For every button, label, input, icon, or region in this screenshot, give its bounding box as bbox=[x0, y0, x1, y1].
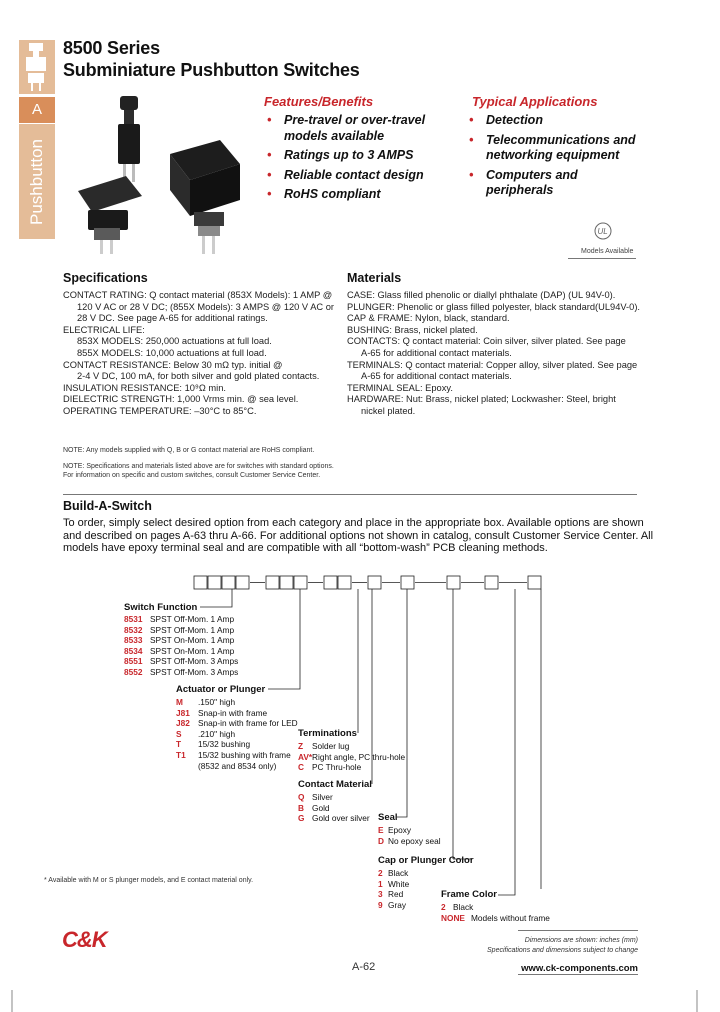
material-line: HARDWARE: Nut: Brass, nickel plated; Lockwasher: Steel, bright bbox=[347, 394, 616, 405]
cap-color-option[interactable]: 3 Red bbox=[378, 889, 404, 900]
material-line: A-65 for additional contact materials. bbox=[361, 347, 512, 358]
switch-function-option[interactable]: 8532 SPST Off-Mom. 1 Amp bbox=[124, 624, 235, 635]
cap-color-option[interactable]: 9 Gray bbox=[378, 899, 406, 910]
switch-function-option[interactable]: 8531 SPST Off-Mom. 1 Amp bbox=[124, 614, 235, 624]
material-line: nickel plated. bbox=[361, 405, 416, 416]
actuator-option[interactable]: M .150" high bbox=[176, 697, 236, 707]
page-title: 8500 Series bbox=[63, 38, 160, 58]
frame-color-option[interactable]: NONE Models without frame bbox=[441, 912, 550, 923]
terminations-option[interactable]: C PC Thru-hole bbox=[298, 762, 362, 773]
svg-text:UL: UL bbox=[597, 227, 608, 236]
spec-note-rohs: NOTE: Any models supplied with Q, B or G contact material are RoHS compliant. bbox=[63, 447, 315, 454]
spec-note-standard-a: NOTE: Specifications and materials listed above are for switches with standard options. bbox=[63, 463, 334, 470]
tab-vertical-text: Pushbutton bbox=[27, 138, 46, 225]
material-line: PLUNGER: Phenolic or glass filled polyester, black standard(UL94V-0). bbox=[347, 301, 640, 312]
cap-color-option[interactable]: 1 White bbox=[378, 878, 410, 889]
spec-line: ELECTRICAL LIFE: bbox=[63, 324, 145, 335]
materials-heading: Materials bbox=[347, 271, 402, 285]
cap-color-option[interactable]: 2 Black bbox=[378, 868, 409, 878]
tab-letter[interactable]: A bbox=[19, 97, 55, 123]
material-line: TERMINAL SEAL: Epoxy. bbox=[347, 382, 453, 393]
spec-line: 855X MODELS: 10,000 actuations at full load. bbox=[77, 347, 267, 358]
actuator-option-note: (8532 and 8534 only) bbox=[198, 760, 277, 771]
spec-note-standard-b: For information on specific and custom switches, consult Customer Service Center. bbox=[63, 472, 321, 479]
frame-color-label: Frame Color bbox=[441, 889, 497, 900]
terminations-option[interactable]: AV*Right angle, PC thru-hole bbox=[298, 751, 406, 762]
cap-color-label: Cap or Plunger Color bbox=[378, 855, 474, 866]
seal-label: Seal bbox=[378, 812, 398, 823]
actuator-option[interactable]: J81 Snap-in with frame bbox=[176, 707, 268, 718]
feature-item: • RoHS compliant bbox=[264, 187, 464, 203]
switch-function-label: Switch Function bbox=[124, 602, 198, 613]
material-line: CONTACTS: Q contact material: Coin silver, silver plated. See page bbox=[347, 336, 626, 347]
application-item: • Computers and peripherals bbox=[466, 168, 646, 199]
spec-line: OPERATING TEMPERATURE: –30°C to 85°C. bbox=[63, 405, 257, 416]
contact-material-option[interactable]: B Gold bbox=[298, 802, 330, 813]
terminations-label: Terminations bbox=[298, 728, 357, 739]
feature-item: • Pre-travel or over-travel models available bbox=[264, 113, 464, 144]
page-number: A-62 bbox=[352, 961, 376, 973]
website-link[interactable]: www.ck-components.com bbox=[521, 963, 638, 974]
spec-line: CONTACT RATING: Q contact material (853X Models): 1 AMP @ bbox=[63, 290, 333, 300]
spec-line: 2-4 V DC, 100 mA, for both silver and gold plated contacts. bbox=[77, 371, 320, 382]
material-line: TERMINALS: Q contact material: Copper alloy, silver plated. See page bbox=[347, 359, 638, 370]
applications-heading: Typical Applications bbox=[472, 94, 598, 109]
application-item: • Telecommunications and networking equipment bbox=[466, 133, 646, 164]
page-subtitle: Subminiature Pushbutton Switches bbox=[63, 60, 360, 80]
actuator-option[interactable]: T 15/32 bushing bbox=[176, 739, 251, 750]
feature-item: • Ratings up to 3 AMPS bbox=[264, 148, 464, 164]
footer-disclaimer-specs: Specifications and dimensions subject to change bbox=[487, 947, 638, 954]
spec-line: INSULATION RESISTANCE: 10⁹Ω min. bbox=[63, 382, 226, 393]
material-line: BUSHING: Brass, nickel plated. bbox=[347, 324, 478, 335]
actuator-label: Actuator or Plunger bbox=[176, 684, 266, 695]
spec-line: CONTACT RESISTANCE: Below 30 mΩ typ. initial @ bbox=[63, 359, 283, 370]
switch-function-option[interactable]: 8533 SPST On-Mom. 1 Amp bbox=[124, 635, 235, 646]
contact-material-option[interactable]: Q Silver bbox=[298, 792, 333, 802]
features-heading: Features/Benefits bbox=[264, 94, 374, 109]
specifications-heading: Specifications bbox=[63, 271, 148, 285]
contact-material-label: Contact Material bbox=[298, 779, 372, 790]
spec-line: DIELECTRIC STRENGTH: 1,000 Vrms min. @ sea level. bbox=[63, 394, 299, 405]
seal-option[interactable]: E Epoxy bbox=[378, 825, 412, 835]
actuator-option[interactable]: T1 15/32 bushing with frame bbox=[176, 749, 291, 760]
switch-function-option[interactable]: 8551 SPST Off-Mom. 3 Amps bbox=[124, 656, 239, 667]
footer-disclaimer-dimensions: Dimensions are shown: inches (mm) bbox=[524, 937, 638, 944]
application-item: • Detection bbox=[466, 113, 646, 129]
material-line: A-65 for additional contact materials. bbox=[361, 371, 512, 382]
terminations-option[interactable]: Z Solder lug bbox=[298, 741, 350, 751]
spec-line: 120 V AC or 28 V DC; (855X Models): 3 AMPS @ 120 V AC or bbox=[77, 301, 334, 312]
actuator-option[interactable]: S .210" high bbox=[176, 728, 236, 739]
spec-line: 28 V DC. See page A-65 for additional ratings. bbox=[77, 313, 268, 324]
build-intro-text: To order, simply select desired option from each category and place in the appropriate box. Available options are shown and described on pages A-63 thru A-66. For additional options not shown in catalog, consult Customer Service Center. All models have epoxy terminal seal and are compatible with all “bottom-wash” PCB cleaning methods. bbox=[63, 517, 654, 554]
feature-item: • Reliable contact design bbox=[264, 168, 464, 184]
switch-function-option[interactable]: 8534 SPST On-Mom. 1 Amp bbox=[124, 645, 235, 656]
models-available-text: Models Available bbox=[581, 248, 634, 255]
material-line: CASE: Glass filled phenolic or diallyl phthalate (DAP) (UL 94V-0). bbox=[347, 290, 616, 300]
seal-option[interactable]: D No epoxy seal bbox=[378, 835, 441, 846]
build-footnote: * Available with M or S plunger models, and E contact material only. bbox=[44, 877, 254, 884]
switch-function-option[interactable]: 8552 SPST Off-Mom. 3 Amps bbox=[124, 666, 239, 677]
ck-logo: C&K bbox=[62, 927, 107, 952]
spec-line: 853X MODELS: 250,000 actuations at full load. bbox=[77, 336, 272, 347]
actuator-option[interactable]: J82 Snap-in with frame for LED bbox=[176, 718, 298, 729]
frame-color-option[interactable]: 2 Black bbox=[441, 902, 474, 912]
build-a-switch-heading: Build-A-Switch bbox=[63, 499, 152, 513]
contact-material-option[interactable]: G Gold over silver bbox=[298, 813, 370, 824]
material-line: CAP & FRAME: Nylon, black, standard. bbox=[347, 313, 510, 324]
